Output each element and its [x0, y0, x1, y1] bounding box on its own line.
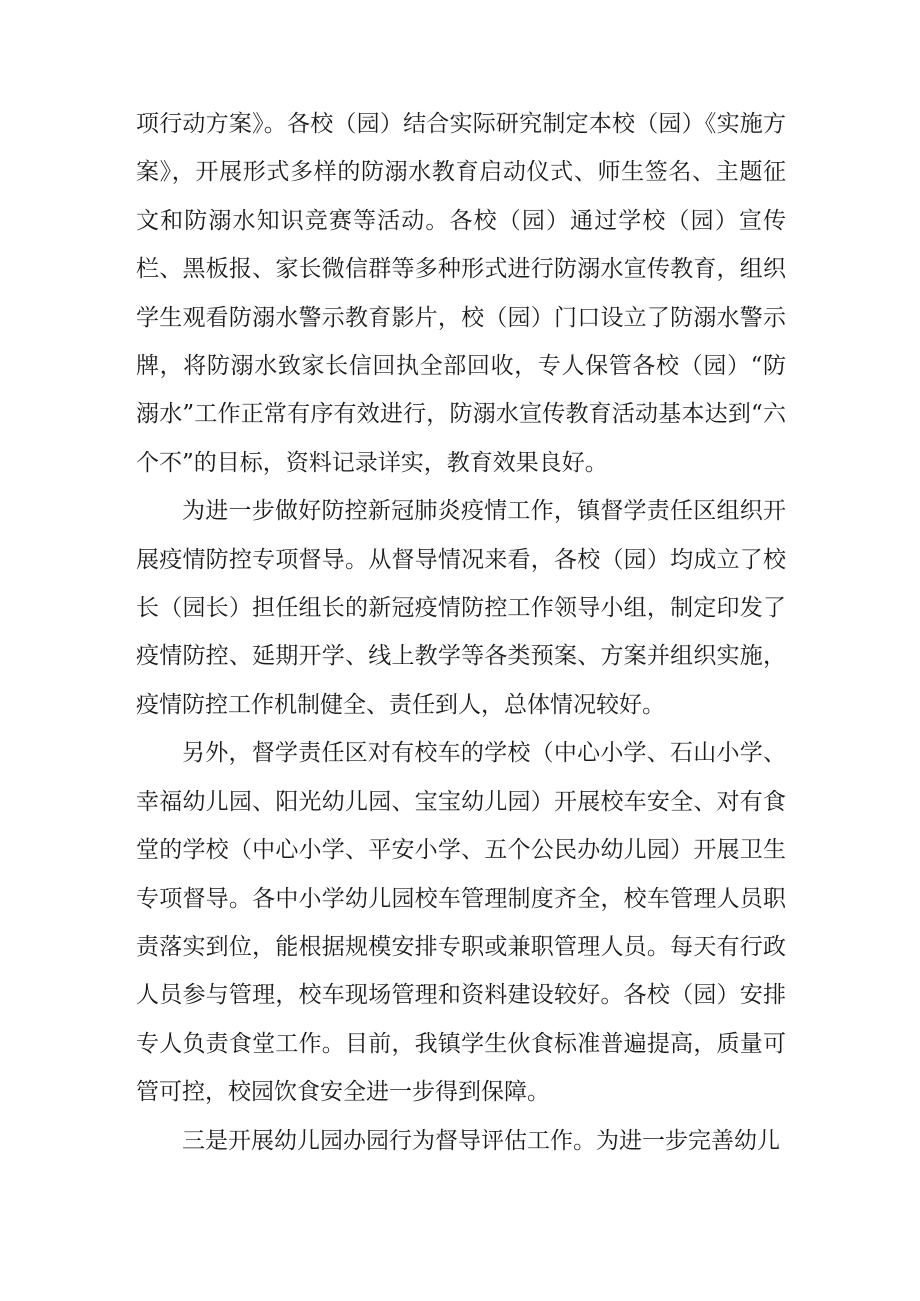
document-body — [136, 100, 786, 1165]
paragraph-kindergarten-evaluation: 三是开展幼儿园办园行为督导评估工作。为进一步完善幼儿 — [182, 1127, 780, 1154]
paragraph-anti-drowning: 项行动方案》。各校（园）结合实际研究制定本校（园）《实施方案》，开展形式多样的防溺水教育启动仪式、师生签名、主题征文和防溺水知识竞赛等活动。各校（园）通过学校（园）宣传栏、黑板报、家长微信群等多种形式进行防溺水宣传教育，组织学生观看防溺水警示教育影片，校（园）门口设立了防溺水警示牌，将防溺水致家长信回执全部回收，专人保管各校（园）“防溺水”工作正常有序有效进行，防溺水宣传教育活动基本达到“六个不”的目标，资料记录详实，教育效果良好。 — [136, 111, 786, 476]
paragraph-epidemic-control: 为进一步做好防控新冠肺炎疫情工作，镇督学责任区组织开展疫情防控专项督导。从督导情况来看，各校（园）均成立了校长（园长）担任组长的新冠疫情防控工作领导小组，制定印发了疫情防控、延期开学、线上教学等各类预案、方案并组织实施，疫情防控工作机制健全、责任到人，总体情况较好。 — [136, 498, 786, 718]
paragraph-school-bus-canteen: 另外，督学责任区对有校车的学校（中心小学、石山小学、幸福幼儿园、阳光幼儿园、宝宝幼儿园）开展校车安全、对有食堂的学校（中心小学、平安小学、五个公民办幼儿园）开展卫生专项督导。各中小学幼儿园校车管理制度齐全，校车管理人员职责落实到位，能根据规模安排专职或兼职管理人员。每天有行政人员参与管理，校车现场管理和资料建设较好。各校（园）安排专人负责食堂工作。目前，我镇学生伙食标准普遍提高，质量可管可控，校园饮食安全进一步得到保障。 — [136, 740, 786, 1106]
